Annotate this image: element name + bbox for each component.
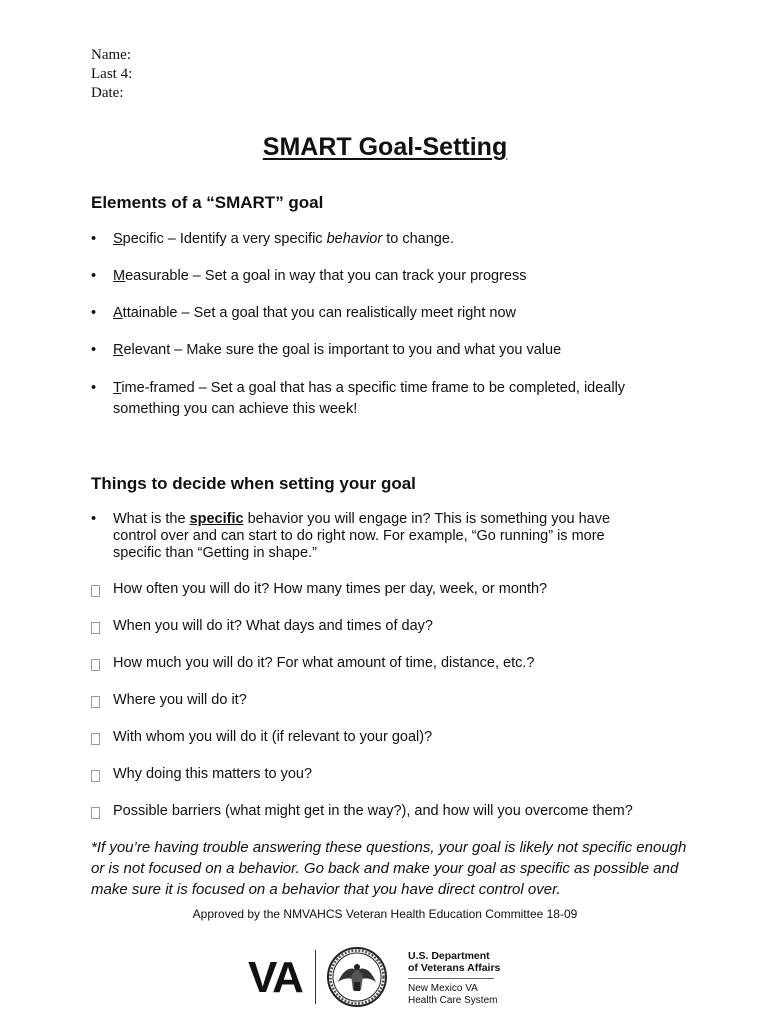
list-item-relevant: • Relevant – Make sure the goal is important to you and what you value bbox=[91, 342, 562, 358]
bullet-icon: • bbox=[91, 380, 97, 396]
page-title: SMART Goal-Setting bbox=[262, 133, 508, 161]
specific-emphasis: specific bbox=[189, 511, 244, 527]
name-label: Name: bbox=[91, 47, 131, 63]
letter-a: A bbox=[113, 305, 123, 321]
checkbox-icon bbox=[91, 802, 103, 825]
checkbox-icon bbox=[91, 691, 103, 714]
checkbox-icon bbox=[91, 580, 103, 603]
checkbox-icon bbox=[91, 617, 103, 640]
list-item-how-often: How often you will do it? How many times per day, week, or month? bbox=[91, 580, 681, 599]
va-wordmark: VA bbox=[248, 953, 302, 1002]
va-seal-icon bbox=[324, 946, 390, 1008]
checkbox-icon bbox=[91, 765, 103, 788]
bullet-icon: • bbox=[91, 231, 97, 247]
help-note: *If you’re having trouble answering these questions, your goal is likely not specific enough or is not focused on a behavior. Go back and make your goal as specific as possible and make sure it is focused on a behavior that you have direct control over. bbox=[91, 839, 687, 898]
things-heading: Things to decide when setting your goal bbox=[91, 474, 416, 493]
elements-heading: Elements of a “SMART” goal bbox=[91, 193, 324, 212]
header-fields bbox=[91, 46, 132, 103]
last4-label: Last 4: bbox=[91, 66, 133, 82]
letter-s: S bbox=[113, 231, 123, 247]
list-item-specific: • Specific – Identify a very specific behavior to change. bbox=[91, 231, 454, 247]
list-item-barriers: Possible barriers (what might get in the way?), and how will you overcome them? bbox=[91, 802, 691, 821]
va-footer-logo bbox=[248, 946, 508, 1008]
department-name: U.S. Department of Veterans Affairs bbox=[408, 950, 501, 974]
letter-r: R bbox=[113, 342, 124, 358]
bullet-icon: • bbox=[91, 342, 97, 358]
letter-m: M bbox=[113, 268, 126, 284]
bullet-icon: • bbox=[91, 268, 97, 284]
checkbox-icon bbox=[91, 654, 103, 677]
logo-divider bbox=[315, 950, 316, 1004]
checkbox-icon bbox=[91, 728, 103, 751]
list-item-measurable: • Measurable – Set a goal in way that you can track your progress bbox=[91, 268, 527, 284]
list-item-why: Why doing this matters to you? bbox=[91, 765, 681, 784]
list-item-with-whom: With whom you will do it (if relevant to your goal)? bbox=[91, 728, 681, 747]
date-label: Date: bbox=[91, 85, 124, 101]
bullet-icon: • bbox=[91, 511, 97, 527]
approval-line: Approved by the NMVAHCS Veteran Health Education Committee 18-09 bbox=[192, 907, 578, 921]
list-item-when: When you will do it? What days and times of day? bbox=[91, 617, 681, 636]
behavior-emphasis: behavior bbox=[326, 231, 383, 247]
list-item-specific-behavior: • What is the specific behavior you will engage in? This is something you have control over and can start to do right now. For example, “Go running” is more specific than “Getting in shape.” bbox=[91, 511, 611, 561]
bullet-icon: • bbox=[91, 305, 97, 321]
list-item-where: Where you will do it? bbox=[91, 691, 681, 710]
letter-t: T bbox=[113, 380, 122, 396]
list-item-attainable: • Attainable – Set a goal that you can realistically meet right now bbox=[91, 305, 517, 321]
dept-divider bbox=[408, 978, 494, 979]
facility-name: New Mexico VA Health Care System bbox=[408, 983, 498, 1006]
list-item-time-framed: • Time-framed – Set a goal that has a specific time frame to be completed, ideally something you can achieve this week! bbox=[91, 380, 626, 417]
list-item-how-much: How much you will do it? For what amount of time, distance, etc.? bbox=[91, 654, 681, 673]
